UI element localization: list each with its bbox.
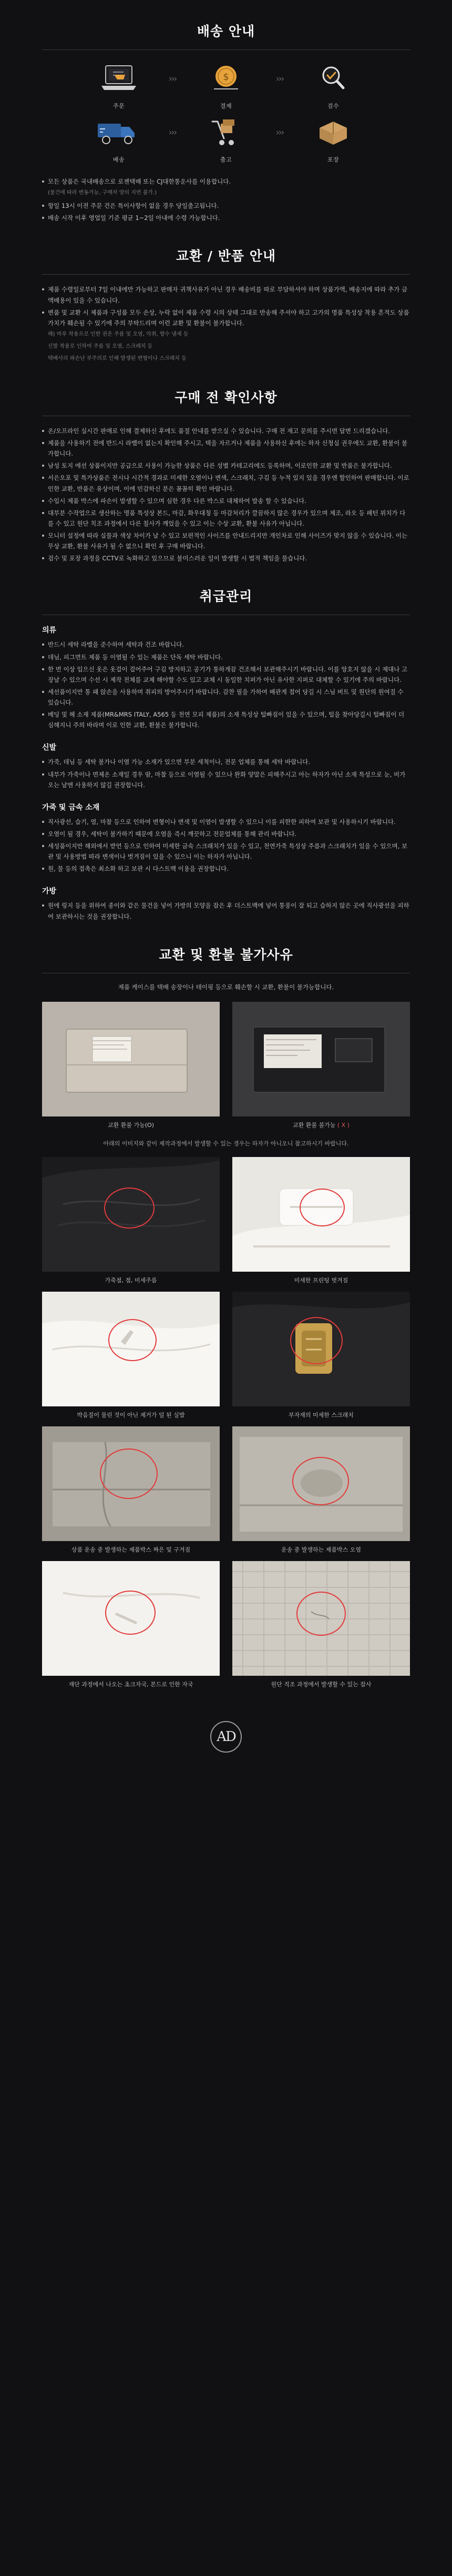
list-item: 온/오프라인 실시간 판매로 인해 결제하신 후에도 품절 안내를 받으실 수 있습니다. 구매 전 재고 문의를 주시면 답변 드리겠습니다. [42, 426, 410, 436]
box-intact-photo [42, 1002, 220, 1116]
shipping-cart-icon [187, 113, 265, 152]
photo-caption: 박음질이 물린 것이 아닌 제거가 덜 된 실밥 [77, 1412, 185, 1419]
highlight-circle [104, 1188, 155, 1229]
list-item: 항일 13시 이전 주문 건은 특이사항이 없을 경우 당일출고됩니다. [42, 200, 410, 211]
list-item: 제품 수령일로부터 7일 이내에만 가능하고 판매자 귀책사유가 아닌 경우 배송비를 따로 부담하셔야 하며 상품가액, 배송지에 따라 추가 금액배용이 있을 수 있습니다. [42, 284, 410, 305]
list-item: 세성품이지만 해외에서 받언 등으로 인하여 미세한 금속 스크래치가 있을 수 있고, 천연가죽 특성상 주름과 스크래치가 있을 수 있으며, 보관 및 사용방법 따라 변색이나 벗겨짐이 있을 수 있으니 이는 하자가 아닙니다. [42, 841, 410, 862]
exchange-notes [42, 284, 410, 363]
flow-arrow-icon: ››› [275, 127, 284, 138]
photo-caption: 운송 중 발생하는 제품박스 오염 [281, 1546, 362, 1554]
list-item: 세선품이지만 통 패 앉손을 사용하며 취피의 방어주시기 바랍니다. 감찬 필을 가하여 배관게 접어 당길 시 스님 버트 및 원단의 원여질 수 있습니다. [42, 687, 410, 708]
photo-caption: 교환 환불 가능(O) [108, 1121, 154, 1129]
list-item: 배송 시작 이후 영업일 기준 평균 1~2일 아내에 수령 가능합니다. [42, 213, 410, 223]
delivery-step-inspection [294, 59, 373, 110]
care-category-shoes [42, 742, 410, 790]
delivery-truck-icon [79, 113, 158, 152]
impossible-photo-grid-1 [42, 1002, 410, 1136]
order-laptop-icon [79, 59, 158, 98]
delivery-title: 배송 안내 [197, 24, 255, 39]
delivery-bullet-list [42, 176, 410, 187]
delivery-step-label: 결제 [220, 103, 232, 109]
highlight-circle [296, 1592, 346, 1636]
before-purchase-section [0, 366, 452, 564]
list-item: 원, 물 등의 접촉은 최소화 하고 보관 시 다스트백 이용을 권장합니다. [42, 863, 410, 874]
exchange-bullet-list [42, 284, 410, 328]
box-stain-photo [232, 1426, 410, 1541]
exchange-section [0, 225, 452, 363]
before-purchase-notes [42, 426, 410, 564]
impossible-photo-grid-2 [42, 1157, 410, 1696]
delivery-flow [42, 59, 410, 167]
delivery-notes [42, 176, 410, 223]
flow-arrow-icon: ››› [168, 74, 177, 84]
footer [0, 1696, 452, 1777]
photo-cell [232, 1561, 410, 1688]
photo-cell [232, 1157, 410, 1284]
exchange-title: 교환 / 반품 안내 [176, 248, 276, 264]
flow-arrow-icon: ››› [275, 74, 284, 84]
impossible-note: 아래의 이미지와 같이 제작과정에서 발생할 수 있는 경우는 하자가 아니오니 참고하시기 바랍니다. [103, 1140, 349, 1147]
care-category-leather-metal [42, 802, 410, 874]
care-category-title: 의류 [42, 626, 57, 635]
impossible-section [0, 923, 452, 1696]
highlight-circle [292, 1457, 349, 1505]
photo-caption: 부자재의 미세한 스크래치 [289, 1412, 354, 1419]
photo-cell [42, 1561, 220, 1688]
impossible-title: 교환 및 환불 불가사유 [159, 947, 293, 962]
delivery-step-order [79, 59, 158, 110]
list-item: 변품 및 교환 시 제품과 구성품 모두 손상, 누락 없이 제품 수령 시의 상태 그대로 반송해 주셔야 하고 고가의 명품 특성상 착용 흔적도 상품 가치가 훼손될 수 있기에 주의 부탁드리며 이런 교환 및 환불이 불가합니다. [42, 307, 410, 328]
photo-caption: 가죽점, 점, 미세주름 [105, 1277, 157, 1284]
print-peeling-photo [232, 1157, 410, 1272]
list-item: 반드시 세탁 라벨을 준수하여 세탁과 건조 바랍니다. [42, 639, 410, 650]
care-title: 취급관리 [199, 589, 253, 605]
list-item: 한 번 이상 입으신 옷은 옷걸이 걸어주어 구김 방지하고 공기가 통하게끔 건조해서 보관해주시기 바랍니다. 이를 앙호지 않을 시 제대나 고장날 수 있으며 수선 시 제작 전체를 교체 해야할 수도 있고 교체 시 동일한 치퍼가 아닌 유사한 지퍼로 대체할 수 있기에 주의 바랍니다. [42, 664, 410, 685]
hardware-scratch-photo [232, 1292, 410, 1406]
list-item: 서은오포 및 특가상품은 전시나 시간적 경과로 미세한 오염이나 변색, 스크래치, 구김 등 누적 있지 있을 경우엔 할인하여 판매합니다. 이로 인한 교환, 반품은 유상이며, 이에 민감하신 분은 꼼꼼히 확인 바랍니다. [42, 472, 410, 494]
list-item: 모든 상품은 국내배송으로 로젠택배 또는 CJ대한통운사를 이용합니다. [42, 176, 410, 187]
impossible-lead: 제품 케이스를 택배 송장이나 테이핑 등으로 훼손할 시 교환, 환불이 불가능합니다. [118, 983, 334, 991]
delivery-step-payment [187, 59, 265, 110]
list-item: 대부분 수작업으로 생산하는 명품 특성상 본드, 마감, 화우대칭 등 마감처리가 깔끔하지 많은 경우가 있으며 제조, 라오 등 페턴 위치가 다를 수 있고 원단 칙조 과정에서 다른 칠사가 깨었을 수 있고 이는 수상 교환, 환불 사유가 아닙니다. [42, 508, 410, 529]
delivery-step-shipping [79, 113, 158, 164]
delivery-step-packaging [294, 113, 373, 164]
list-item: 가죽, 데님 등 세탁 불가나 이염 가능 소재가 있으면 부분 세척이나, 전문 업체를 통해 세탁 바랍니다. [42, 757, 410, 767]
divider [42, 274, 410, 275]
box-dent-photo [42, 1426, 220, 1541]
photo-cell [42, 1426, 220, 1554]
delivery-step-label: 배송 [112, 156, 125, 163]
exchange-subnote-3: 택배사의 파손난 부주의로 인해 발생된 변형이나 스크래치 등 [48, 355, 187, 361]
highlight-circle [290, 1317, 343, 1364]
highlight-circle [100, 1448, 158, 1499]
care-category-title: 신발 [42, 743, 57, 752]
exchange-subnote-2: 신발 착용로 인하여 주름 및 오염, 스크래치 등 [48, 343, 153, 349]
brand-logo: AD [210, 1721, 242, 1753]
delivery-step-outbound [187, 113, 265, 164]
photo-cell [232, 1292, 410, 1419]
payment-coin-icon [187, 59, 265, 98]
delivery-step-label: 검수 [327, 103, 340, 109]
photo-caption: 미세한 프린팅 벗겨짐 [294, 1277, 348, 1284]
before-purchase-bullet-list [42, 426, 410, 564]
photo-cell [42, 1002, 220, 1129]
delivery-flow-row-1 [42, 59, 410, 110]
list-item: 남성 토지 에선 상품이지만 공급으로 사용이 가능한 상품은 다른 성별 카테고리에도 등록하며, 이로인한 교환 및 반품은 불가합니다. [42, 460, 410, 471]
photo-cell [232, 1426, 410, 1554]
thread-residue-photo [42, 1292, 220, 1406]
photo-cell [42, 1157, 220, 1284]
photo-caption: 교환 환불 불가능 ( X ) [293, 1121, 350, 1129]
list-item: 검수 및 포장 과정을 CCTV로 녹화하고 있으므로 불미스러운 일이 발생할 시 법적 책임을 물습니다. [42, 553, 410, 564]
photo-caption: 원단 직조 과정에서 발생할 수 있는 잡사 [271, 1681, 372, 1688]
divider [42, 49, 410, 50]
delivery-step-label: 포장 [327, 156, 340, 163]
caption-mark: ( X ) [337, 1121, 350, 1129]
caption-mark: (O) [145, 1121, 154, 1129]
delivery-bullet-list-2 [42, 200, 410, 223]
care-section [0, 565, 452, 921]
list-item: 수입시 제품 박스에 파손이 발생할 수 있으며 심한 경우 다른 박스로 대체하여 발송 할 수 있습니다. [42, 496, 410, 506]
flow-arrow-icon: ››› [168, 127, 177, 138]
list-item: 원에 링지 등을 위하여 종이와 같은 물건을 넣어 가방의 모양을 잡은 후 더스트백에 넣어 통풍이 잘 되고 습하지 않은 곳에 직사광선을 피하여 보관하시는 것을 권장합니다. [42, 900, 410, 921]
delivery-step-label: 주문 [112, 103, 125, 109]
chalk-mark-photo [42, 1561, 220, 1676]
care-category-title: 가죽 및 금속 소재 [42, 803, 100, 812]
photo-caption: 재단 과정에서 나오는 초크자국, 본드로 인한 자국 [68, 1681, 193, 1688]
list-item: 베딩 및 헤 소재 제품(MR&MRS ITALY, A565 등 천연 모피 제품)의 소재 특성상 털빠짐이 있을 수 있으며, 털을 찾아당길시 털빠짐이 더 심해지니 주의 바라며 이로 인한 교환, 환불은 불가합니다. [42, 709, 410, 730]
list-item: 모니터 설정에 따라 실물과 색상 차이가 날 수 있고 보편적인 사이즈를 안내드리지만 개인차로 인해 사이즈가 맞지 않을 수 있습니다. 이는 무상 교환, 환불 사유가 될 수 없으니 확인 후 구매 바랍니다. [42, 530, 410, 551]
delivery-subnote: (물건에 따라 변동가능, 구매자 양의 지연 불가.) [48, 190, 157, 196]
list-item: 데님, 피그먼트 제품 등 이염될 수 있는 제품은 단독 세탁 바랍니다. [42, 652, 410, 662]
delivery-step-label: 출고 [220, 156, 232, 163]
list-item: 직사광선, 습기, 열, 마찰 등으로 인하여 변형이나 변색 및 이염이 발생할 수 있으니 이를 피한한 피하여 보관 및 사용하시기 바랍니다. [42, 817, 410, 827]
highlight-circle [108, 1319, 157, 1361]
photo-cell [42, 1292, 220, 1419]
photo-cell [232, 1002, 410, 1129]
care-bullet-list [42, 757, 410, 790]
packaging-box-icon [294, 113, 373, 152]
exchange-subnote-1: 해) 마루 착용으로 인한 권온 주름 및 오염, 악취, 향수 냄새 등 [48, 331, 189, 337]
care-category-bag [42, 886, 410, 921]
before-purchase-title: 구매 전 확인사항 [174, 389, 278, 405]
photo-caption: 상품 운송 중 발생하는 제품박스 짜은 및 구겨짐 [71, 1546, 191, 1554]
weave-fiber-photo [232, 1561, 410, 1676]
care-bullet-list [42, 900, 410, 921]
inspection-magnifier-icon [294, 59, 373, 98]
leather-wrinkle-photo [42, 1157, 220, 1272]
care-bullet-list [42, 817, 410, 874]
list-item: 내부가 가죽이나 면제온 소재일 경우 땀, 마찰 등으로 이염될 수 있으나 완화 양말은 피해주시고 아는 하자가 아닌 소재 특성으로 눈, 비가 오는 날엔 사용하지 않길 권장합니다. [42, 769, 410, 790]
delivery-flow-row-2 [42, 113, 410, 164]
highlight-circle [105, 1591, 156, 1635]
care-category-title: 가방 [42, 887, 57, 896]
care-category-clothing [42, 625, 410, 730]
highlight-circle [300, 1189, 345, 1226]
box-damaged-photo [232, 1002, 410, 1116]
care-bullet-list [42, 639, 410, 730]
delivery-section [0, 0, 452, 223]
list-item: 오염이 될 경우, 세탁이 불가하기 때문에 오염을 즉시 깨끗하고 전문업체를 통해 관리 바랍니다. [42, 829, 410, 839]
list-item: 제품을 사용하기 전에 반드시 라벨이 없는지 확인해 주시고, 택을 자르거나 제품을 사용하신 후에는 하자 신청실 권우에도 교환, 환불이 불가합니다. [42, 438, 410, 459]
svg-text:$: $ [223, 72, 229, 83]
